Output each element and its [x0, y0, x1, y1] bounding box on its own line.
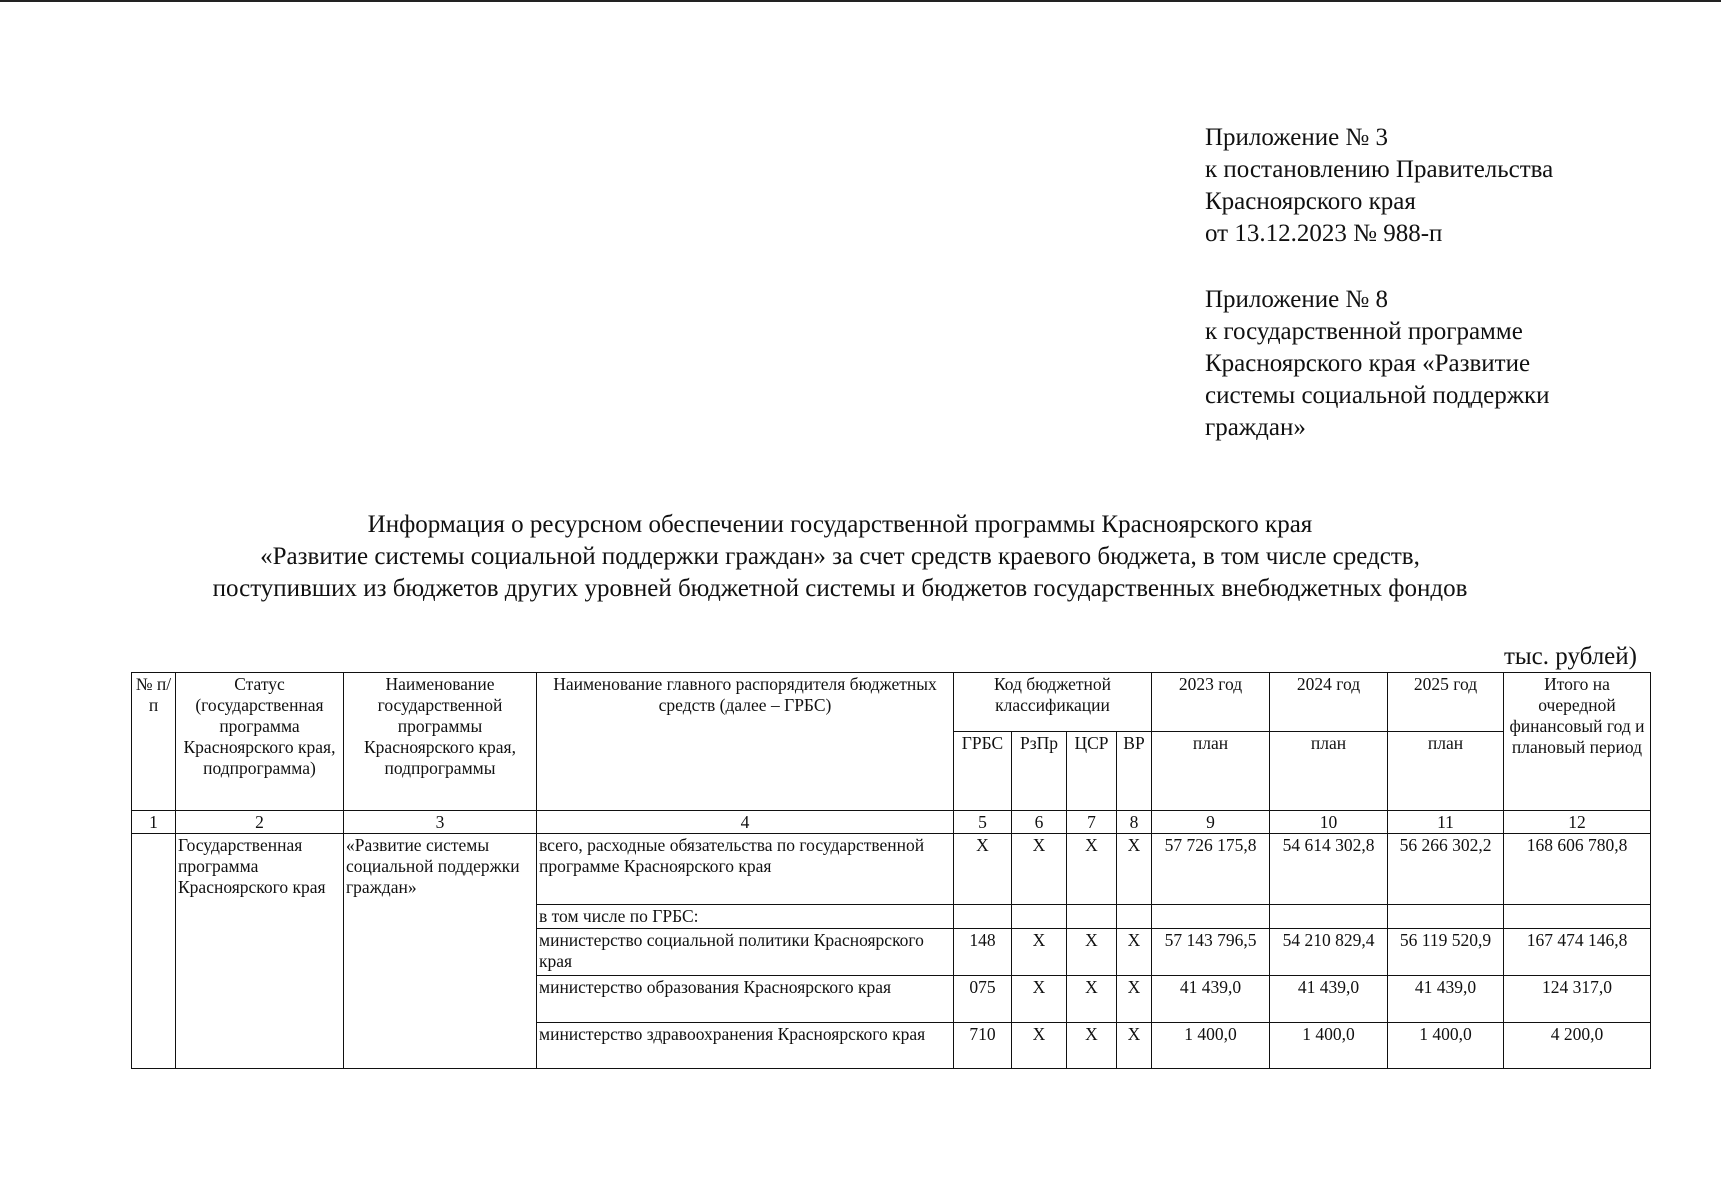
grbs-code-cell: 148 — [954, 929, 1012, 976]
column-number: 8 — [1117, 811, 1152, 834]
header-plan-2025: план — [1388, 732, 1504, 811]
header-grbs: ГРБС — [954, 732, 1012, 811]
appendix-8-line: к государственной программе — [1205, 318, 1523, 345]
csr-code-cell: Х — [1067, 1023, 1117, 1069]
column-number: 4 — [537, 811, 954, 834]
column-number: 9 — [1152, 811, 1270, 834]
resource-table — [131, 672, 1651, 1069]
column-number: 1 — [132, 811, 176, 834]
value-2023-cell: 41 439,0 — [1152, 976, 1270, 1023]
value-2025-cell: 56 119 520,9 — [1388, 929, 1504, 976]
title-line: «Развитие системы социальной поддержки граждан» за счет средств краевого бюджета, в том числе средств, — [260, 543, 1420, 570]
header-csr: ЦСР — [1067, 732, 1117, 811]
value-2024-cell: 54 614 302,8 — [1270, 834, 1388, 905]
header-row — [132, 673, 1651, 732]
vr-code-cell: Х — [1117, 1023, 1152, 1069]
appendix-3-line: Приложение № 3 — [1205, 124, 1389, 151]
value-2025-cell: 56 266 302,2 — [1388, 834, 1504, 905]
vr-code-cell — [1117, 905, 1152, 929]
appendix-3-line: Красноярского края — [1205, 188, 1416, 215]
header-num: № п/п — [132, 673, 176, 811]
appendix-8-block — [1205, 284, 1550, 444]
header-plan-2023: план — [1152, 732, 1270, 811]
header-rzpr: РзПр — [1012, 732, 1067, 811]
title-line: Информация о ресурсном обеспечении государственной программы Красноярского края — [367, 511, 1313, 538]
column-number: 12 — [1504, 811, 1651, 834]
header-year-2024: 2024 год — [1270, 673, 1388, 732]
header-vr: ВР — [1117, 732, 1152, 811]
value-2024-cell — [1270, 905, 1388, 929]
csr-code-cell: Х — [1067, 929, 1117, 976]
program-name-cell: «Развитие системы социальной поддержки граждан» — [344, 834, 537, 1069]
header-code-group: Код бюджетной классификации — [954, 673, 1152, 732]
scan-top-edge — [0, 0, 1721, 2]
grbs-name-cell: министерство здравоохранения Красноярского края — [537, 1023, 954, 1069]
header-year-2023: 2023 год — [1152, 673, 1270, 732]
value-2024-cell: 54 210 829,4 — [1270, 929, 1388, 976]
row-number-cell — [132, 834, 176, 1069]
value-2025-cell — [1388, 905, 1504, 929]
header-total: Итого на очередной финансовый год и плановый период — [1504, 673, 1651, 811]
csr-code-cell — [1067, 905, 1117, 929]
units-label: тыс. рублей) — [1503, 643, 1637, 670]
appendix-8-line: Красноярского края «Развитие — [1205, 350, 1531, 377]
header-program-name: Наименование государственной программы Красноярского края, подпрограммы — [344, 673, 537, 811]
column-number: 11 — [1388, 811, 1504, 834]
column-number: 5 — [954, 811, 1012, 834]
appendix-3-line: от 13.12.2023 № 988-п — [1205, 220, 1443, 247]
grbs-code-cell: 710 — [954, 1023, 1012, 1069]
document-title — [120, 509, 1560, 605]
total-cell: 167 474 146,8 — [1504, 929, 1651, 976]
csr-code-cell: Х — [1067, 834, 1117, 905]
header-grbs-name: Наименование главного распорядителя бюджетных средств (далее – ГРБС) — [537, 673, 954, 811]
value-2024-cell: 41 439,0 — [1270, 976, 1388, 1023]
grbs-name-cell: министерство социальной политики Красноярского края — [537, 929, 954, 976]
rzpr-code-cell: Х — [1012, 976, 1067, 1023]
column-number: 10 — [1270, 811, 1388, 834]
value-2023-cell: 1 400,0 — [1152, 1023, 1270, 1069]
total-cell: 4 200,0 — [1504, 1023, 1651, 1069]
appendix-3-block — [1205, 122, 1553, 250]
grbs-code-cell — [954, 905, 1012, 929]
vr-code-cell: Х — [1117, 834, 1152, 905]
rzpr-code-cell: Х — [1012, 834, 1067, 905]
vr-code-cell: Х — [1117, 929, 1152, 976]
value-2024-cell: 1 400,0 — [1270, 1023, 1388, 1069]
appendix-8-line: граждан» — [1205, 414, 1306, 441]
appendix-3-line: к постановлению Правительства — [1205, 156, 1554, 183]
column-number: 6 — [1012, 811, 1067, 834]
total-cell: 168 606 780,8 — [1504, 834, 1651, 905]
csr-code-cell: Х — [1067, 976, 1117, 1023]
status-cell: Государственная программа Красноярского края — [176, 834, 344, 1069]
vr-code-cell: Х — [1117, 976, 1152, 1023]
header-plan-2024: план — [1270, 732, 1388, 811]
column-number-row — [132, 811, 1651, 834]
column-number: 3 — [344, 811, 537, 834]
total-cell — [1504, 905, 1651, 929]
value-2023-cell: 57 143 796,5 — [1152, 929, 1270, 976]
header-status: Статус (государственная программа Красноярского края, подпрограмма) — [176, 673, 344, 811]
grbs-name-cell: министерство образования Красноярского края — [537, 976, 954, 1023]
value-2025-cell: 1 400,0 — [1388, 1023, 1504, 1069]
column-number: 7 — [1067, 811, 1117, 834]
value-2023-cell: 57 726 175,8 — [1152, 834, 1270, 905]
total-cell: 124 317,0 — [1504, 976, 1651, 1023]
grbs-name-cell: в том числе по ГРБС: — [537, 905, 954, 929]
appendix-8-line: Приложение № 8 — [1205, 286, 1389, 313]
rzpr-code-cell: Х — [1012, 929, 1067, 976]
grbs-name-cell: всего, расходные обязательства по государственной программе Красноярского края — [537, 834, 954, 905]
appendix-8-line: системы социальной поддержки — [1205, 382, 1550, 409]
grbs-code-cell: 075 — [954, 976, 1012, 1023]
rzpr-code-cell: Х — [1012, 1023, 1067, 1069]
column-number: 2 — [176, 811, 344, 834]
table-row — [132, 834, 1651, 905]
title-line: поступивших из бюджетов других уровней бюджетной системы и бюджетов государственных внебюджетных фондов — [212, 575, 1468, 602]
value-2025-cell: 41 439,0 — [1388, 976, 1504, 1023]
grbs-code-cell: Х — [954, 834, 1012, 905]
header-year-2025: 2025 год — [1388, 673, 1504, 732]
value-2023-cell — [1152, 905, 1270, 929]
rzpr-code-cell — [1012, 905, 1067, 929]
